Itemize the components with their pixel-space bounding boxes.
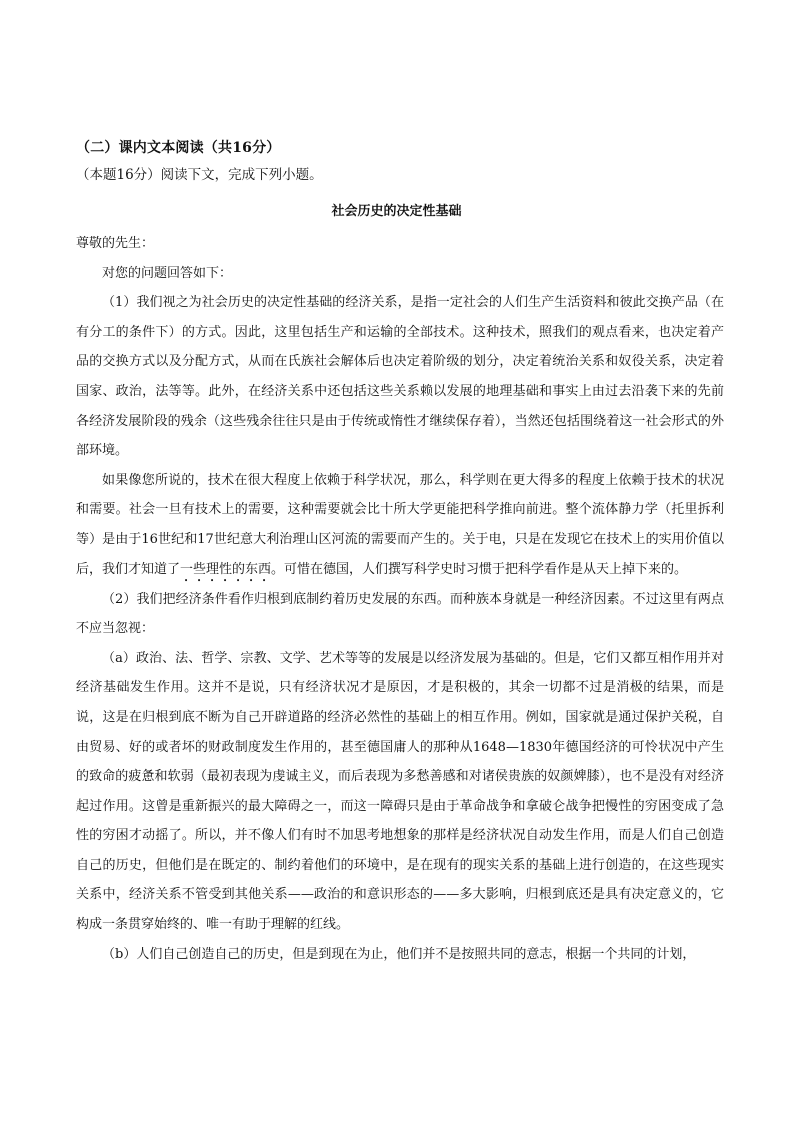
article-body	[76, 229, 724, 969]
salutation: 尊敬的先生：	[76, 236, 155, 251]
paragraph-5: （b）人们自己创造自己的历史，但是到现在为止，他们并不是按照共同的意志，根据一个共同的计划，	[102, 946, 696, 962]
opening-line: 对您的问题回答如下：	[102, 265, 233, 281]
paragraph-4: （a）政治、法、哲学、宗教、文学、艺术等等的发展是以经济发展为基础的。但是，它们又都互相作用并对经济基础发生作用。这并不是说，只有经济状况才是原因，才是积极的，其余一切都不过是消极的结果，而是说，这是在归根到底不断为自己开辟道路的经济必然性的基础上的相互作用。例如，国家就是通过保护关税，自由贸易、好的或者坏的财政制度发生作用的，甚至德国庸人的那种从1648—1830年德国经济的可怜状况中产生的致命的疲惫和软弱（最初表现为虔诚主义，而后表现为多愁善感和对诸侯贵族的奴颜婢膝），也不是没有对经济起过作用。这曾是重新振兴的最大障碍之一，而这一障碍只是由于革命战争和拿破仑战争把慢性的穷困变成了急性的穷困才动摇了。所以，并不像人们有时不加思考地想象的那样是经济状况自动发生作用，而是人们自己创造自己的历史，但他们是在既定的、制约着他们的环境中，是在现有的现实关系的基础上进行创造的，在这些现实关系中，经济关系不管受到其他关系——政治的和意识形态的——多大影响，归根到底还是具有决定意义的，它构成一条贯穿始终的、唯一有助于理解的红线。	[76, 650, 724, 933]
article-title: 社会历史的决定性基础	[331, 204, 462, 219]
paragraph-2-text-a: 如果像您所说的，技术在很大程度上依赖于科学状况，那么，科学则在更大得多的程度上依赖于技术的状况和需要。社会一旦有技术上的需要，这种需要就会比十所大学更能把科学推向前进。整个流体静力学（托里拆利等）是由于16世纪和17世纪意大利治理山区河流的需要而产生的。关于电，只是在发现它在技术上的实用价值以后，我们才知道了	[76, 472, 724, 577]
emphasized-phrase: 一些理性的东西	[180, 561, 272, 577]
paragraph-2-text-b: 。可惜在德国，人们撰写科学史时习惯于把科学看作是从天上掉下来的。	[271, 561, 688, 577]
paragraph-1: （1）我们视之为社会历史的决定性基础的经济关系，是指一定社会的人们生产生活资料和彼此交换产品（在有分工的条件下）的方式。因此，这里包括生产和运输的全部技术。这种技术，照我们的观点看来，也决定着产品的交换方式以及分配方式，从而在氏族社会解体后也决定着阶级的划分，决定着统治关系和奴役关系，决定着国家、政治，法等等。此外，在经济关系中还包括这些关系赖以发展的地理基础和事实上由过去沿袭下来的先前各经济发展阶段的残余（这些残余往往只是由于传统或惰性才继续保存着），当然还包括围绕着这一社会形式的外部环境。	[76, 295, 724, 459]
question-instruction: （本题16分）阅读下文，完成下列小题。	[76, 167, 323, 183]
paragraph-3: （2）我们把经济条件看作归根到底制约着历史发展的东西。而种族本身就是一种经济因素。不过这里有两点不应当忽视：	[76, 591, 724, 637]
paragraph-2	[76, 466, 724, 585]
section-heading: （二）课内文本阅读（共16分）	[76, 140, 281, 156]
